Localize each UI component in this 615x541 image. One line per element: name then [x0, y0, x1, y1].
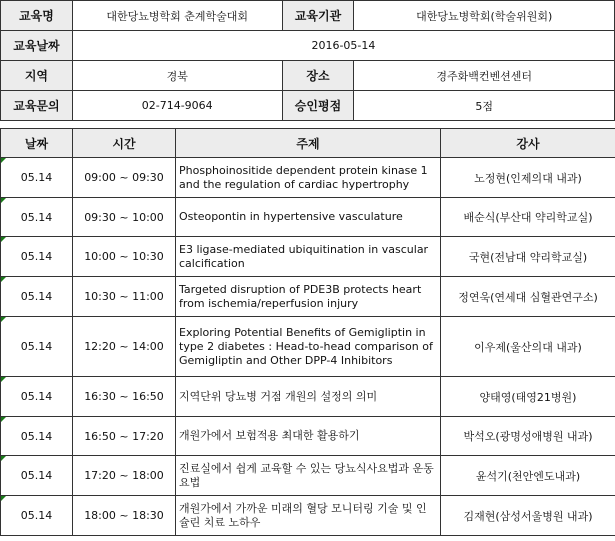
row-speaker: 배순식(부산대 약리학교실): [441, 198, 615, 237]
org: 대한당뇨병학회(학술위원회): [354, 1, 615, 31]
row-speaker: 양태영(태영21병원): [441, 377, 615, 417]
row-time: 10:00 ~ 10:30: [73, 237, 176, 277]
row-date: 05.14: [1, 496, 73, 536]
region-label: 지역: [1, 61, 73, 91]
row-speaker: 국현(전남대 약리학교실): [441, 237, 615, 277]
row-time: 09:00 ~ 09:30: [73, 158, 176, 198]
row-speaker: 김재현(삼성서울병원 내과): [441, 496, 615, 536]
course-info-table: [0, 0, 615, 121]
row-time: 17:20 ~ 18:00: [73, 456, 176, 496]
header-speaker: 강사: [441, 129, 615, 158]
row-time: 16:30 ~ 16:50: [73, 377, 176, 417]
info-row: [1, 31, 615, 61]
row-topic: E3 ligase-mediated ubiquitination in vascular calcification: [176, 237, 441, 277]
row-speaker: 박석오(광명성애병원 내과): [441, 417, 615, 456]
contact-label: 교육문의: [1, 91, 73, 121]
row-time: 09:30 ~ 10:00: [73, 198, 176, 237]
info-row: [1, 61, 615, 91]
contact: 02-714-9064: [72, 91, 282, 121]
row-topic: 지역단위 당뇨병 거점 개원의 설정의 의미: [176, 377, 441, 417]
row-speaker: 정연욱(연세대 심혈관연구소): [441, 277, 615, 317]
row-time: 10:30 ~ 11:00: [73, 277, 176, 317]
event-name: 대한당뇨병학회 춘계학술대회: [72, 1, 282, 31]
table-row: [1, 377, 615, 417]
venue: 경주화백컨벤션센터: [354, 61, 615, 91]
row-time: 18:00 ~ 18:30: [73, 496, 176, 536]
row-date: 05.14: [1, 317, 73, 377]
row-date: 05.14: [1, 377, 73, 417]
table-row: [1, 417, 615, 456]
row-topic: 개원가에서 보험적용 최대한 활용하기: [176, 417, 441, 456]
row-topic: Targeted disruption of PDE3B protects heart from ischemia/reperfusion injury: [176, 277, 441, 317]
header-time: 시간: [73, 129, 176, 158]
header-topic: 주제: [176, 129, 441, 158]
schedule-header-row: [1, 129, 615, 158]
row-speaker: 노정현(인제의대 내과): [441, 158, 615, 198]
row-date: 05.14: [1, 237, 73, 277]
row-date: 05.14: [1, 158, 73, 198]
event-name-label: 교육명: [1, 1, 73, 31]
row-speaker: 이우제(울산의대 내과): [441, 317, 615, 377]
row-date: 05.14: [1, 456, 73, 496]
date-label: 교육날짜: [1, 31, 73, 61]
schedule-table: [0, 128, 615, 536]
info-row: [1, 1, 615, 31]
row-speaker: 윤석기(천안엔도내과): [441, 456, 615, 496]
region: 경북: [72, 61, 282, 91]
row-time: 12:20 ~ 14:00: [73, 317, 176, 377]
table-row: [1, 237, 615, 277]
info-row: [1, 91, 615, 121]
table-row: [1, 496, 615, 536]
venue-label: 장소: [282, 61, 354, 91]
row-topic: Exploring Potential Benefits of Gemigliptin in type 2 diabetes : Head-to-head comparison of Gemigliptin and Other DPP-4 Inhibitors: [176, 317, 441, 377]
row-date: 05.14: [1, 198, 73, 237]
row-topic: 개원가에서 가까운 미래의 혈당 모니터링 기술 및 인슐린 치료 노하우: [176, 496, 441, 536]
table-row: [1, 317, 615, 377]
header-date: 날짜: [1, 129, 73, 158]
row-date: 05.14: [1, 277, 73, 317]
row-topic: 진료실에서 쉽게 교육할 수 있는 당뇨식사요법과 운동요법: [176, 456, 441, 496]
table-row: [1, 198, 615, 237]
credit-label: 승인평점: [282, 91, 354, 121]
row-topic: Phosphoinositide dependent protein kinase 1 and the regulation of cardiac hypertrophy: [176, 158, 441, 198]
row-date: 05.14: [1, 417, 73, 456]
course-date: 2016-05-14: [72, 31, 614, 61]
table-row: [1, 277, 615, 317]
row-topic: Osteopontin in hypertensive vasculature: [176, 198, 441, 237]
org-label: 교육기관: [282, 1, 354, 31]
table-row: [1, 158, 615, 198]
table-row: [1, 456, 615, 496]
credit: 5점: [354, 91, 615, 121]
row-time: 16:50 ~ 17:20: [73, 417, 176, 456]
